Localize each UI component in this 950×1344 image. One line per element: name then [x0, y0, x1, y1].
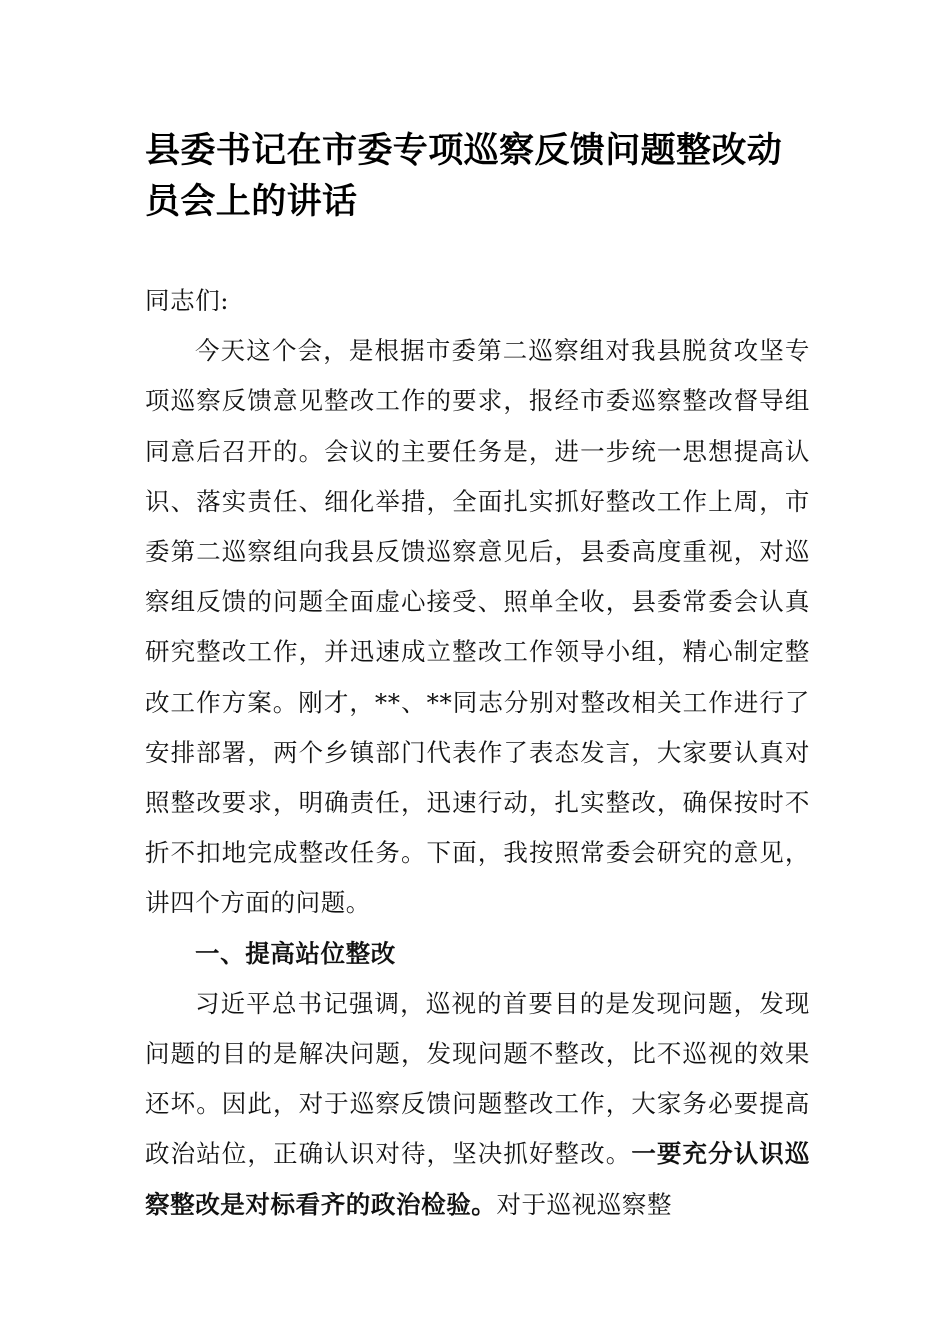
- document-title: 县委书记在市委专项巡察反馈问题整改动员会上的讲话: [145, 131, 783, 222]
- salutation: 同志们:: [145, 286, 230, 315]
- document-body: [145, 276, 810, 1230]
- paragraph-section-1-text: 习近平总书记强调，巡视的首要目的是发现问题，发现问题的目的是解决问题，发现问题不整改，比不巡视的效果还坏。因此，对于巡察反馈问题整改工作，大家务必要提高政治站位，正确认识对待，坚决抓好整改。: [145, 988, 810, 1169]
- paragraph-opening: 今天这个会，是根据市委第二巡察组对我县脱贫攻坚专项巡察反馈意见整改工作的要求，报经市委巡察整改督导组同意后召开的。会议的主要任务是，进一步统一思想提高认识、落实责任、细化举措，全面扎实抓好整改工作上周，市委第二巡察组向我县反馈巡察意见后，县委高度重视，对巡察组反馈的问题全面虚心接受、照单全收，县委常委会认真研究整改工作，并迅速成立整改工作领导小组，精心制定整改工作方案。刚才，**、**同志分别对整改相关工作进行了安排部署，两个乡镇部门代表作了表态发言，大家要认真对照整改要求，明确责任，迅速行动，扎实整改，确保按时不折不扣地完成整改任务。下面，我按照常委会研究的意见，讲四个方面的问题。: [145, 336, 810, 918]
- paragraph-section-1-continuation: 对于巡视巡察整: [496, 1189, 673, 1219]
- section-heading-1: 一、提高站位整改: [195, 938, 396, 968]
- paragraph-section-1-emphasis: 一要充分认识巡察整改是对标看齐的政治检验。: [145, 1139, 811, 1219]
- paragraph-section-1: [145, 979, 810, 1230]
